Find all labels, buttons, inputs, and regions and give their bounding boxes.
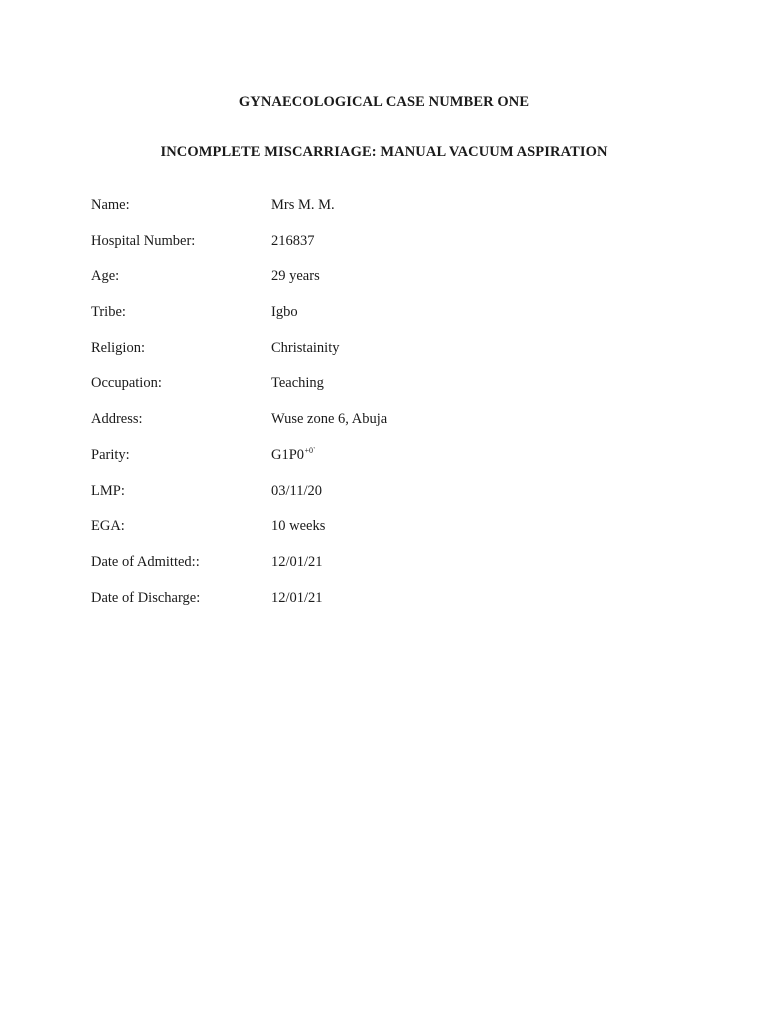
field-row-lmp [91, 481, 691, 517]
field-label: Hospital Number: [91, 232, 196, 249]
field-value: 03/11/20 [271, 482, 323, 499]
field-value-parity [271, 445, 316, 467]
field-label: LMP: [91, 482, 125, 499]
field-value: Igbo [271, 304, 298, 321]
field-label: Name: [91, 197, 130, 213]
field-value: 29 years [271, 268, 320, 285]
field-row-date-discharge [91, 588, 691, 624]
field-value: Teaching [271, 375, 324, 392]
patient-details [91, 195, 691, 623]
field-label: Occupation: [91, 375, 162, 392]
field-value: Christainity [271, 339, 340, 356]
parity-superscript: +0` [304, 445, 316, 455]
field-label: Religion: [91, 339, 145, 356]
field-label: Date of Admitted:: [91, 553, 200, 570]
document-title: GYNAECOLOGICAL CASE NUMBER ONE [238, 94, 530, 110]
field-row-tribe [91, 302, 691, 338]
field-label: Date of Discharge: [91, 589, 201, 606]
field-row-address [91, 409, 691, 445]
field-value: Wuse zone 6, Abuja [271, 411, 388, 428]
field-value: 12/01/21 [271, 589, 323, 606]
field-value: 216837 [271, 232, 315, 249]
field-row-occupation [91, 373, 691, 409]
document-subtitle: INCOMPLETE MISCARRIAGE: MANUAL VACUUM ASPIRATION [160, 144, 608, 160]
field-row-ega [91, 516, 691, 552]
field-row-hospital-number [91, 231, 691, 267]
field-value: 12/01/21 [271, 553, 323, 570]
field-value: Mrs M. M. [271, 197, 335, 213]
field-row-name [91, 195, 691, 231]
parity-base: G1P0 [271, 446, 305, 463]
field-label: EGA: [91, 518, 125, 535]
field-row-parity [91, 445, 691, 481]
field-row-religion [91, 338, 691, 374]
field-row-date-admitted [91, 552, 691, 588]
field-label: Address: [91, 411, 143, 428]
field-value: 10 weeks [271, 518, 326, 535]
field-row-age [91, 266, 691, 302]
field-label: Tribe: [91, 304, 126, 321]
field-label: Parity: [91, 446, 130, 463]
field-label: Age: [91, 268, 120, 285]
